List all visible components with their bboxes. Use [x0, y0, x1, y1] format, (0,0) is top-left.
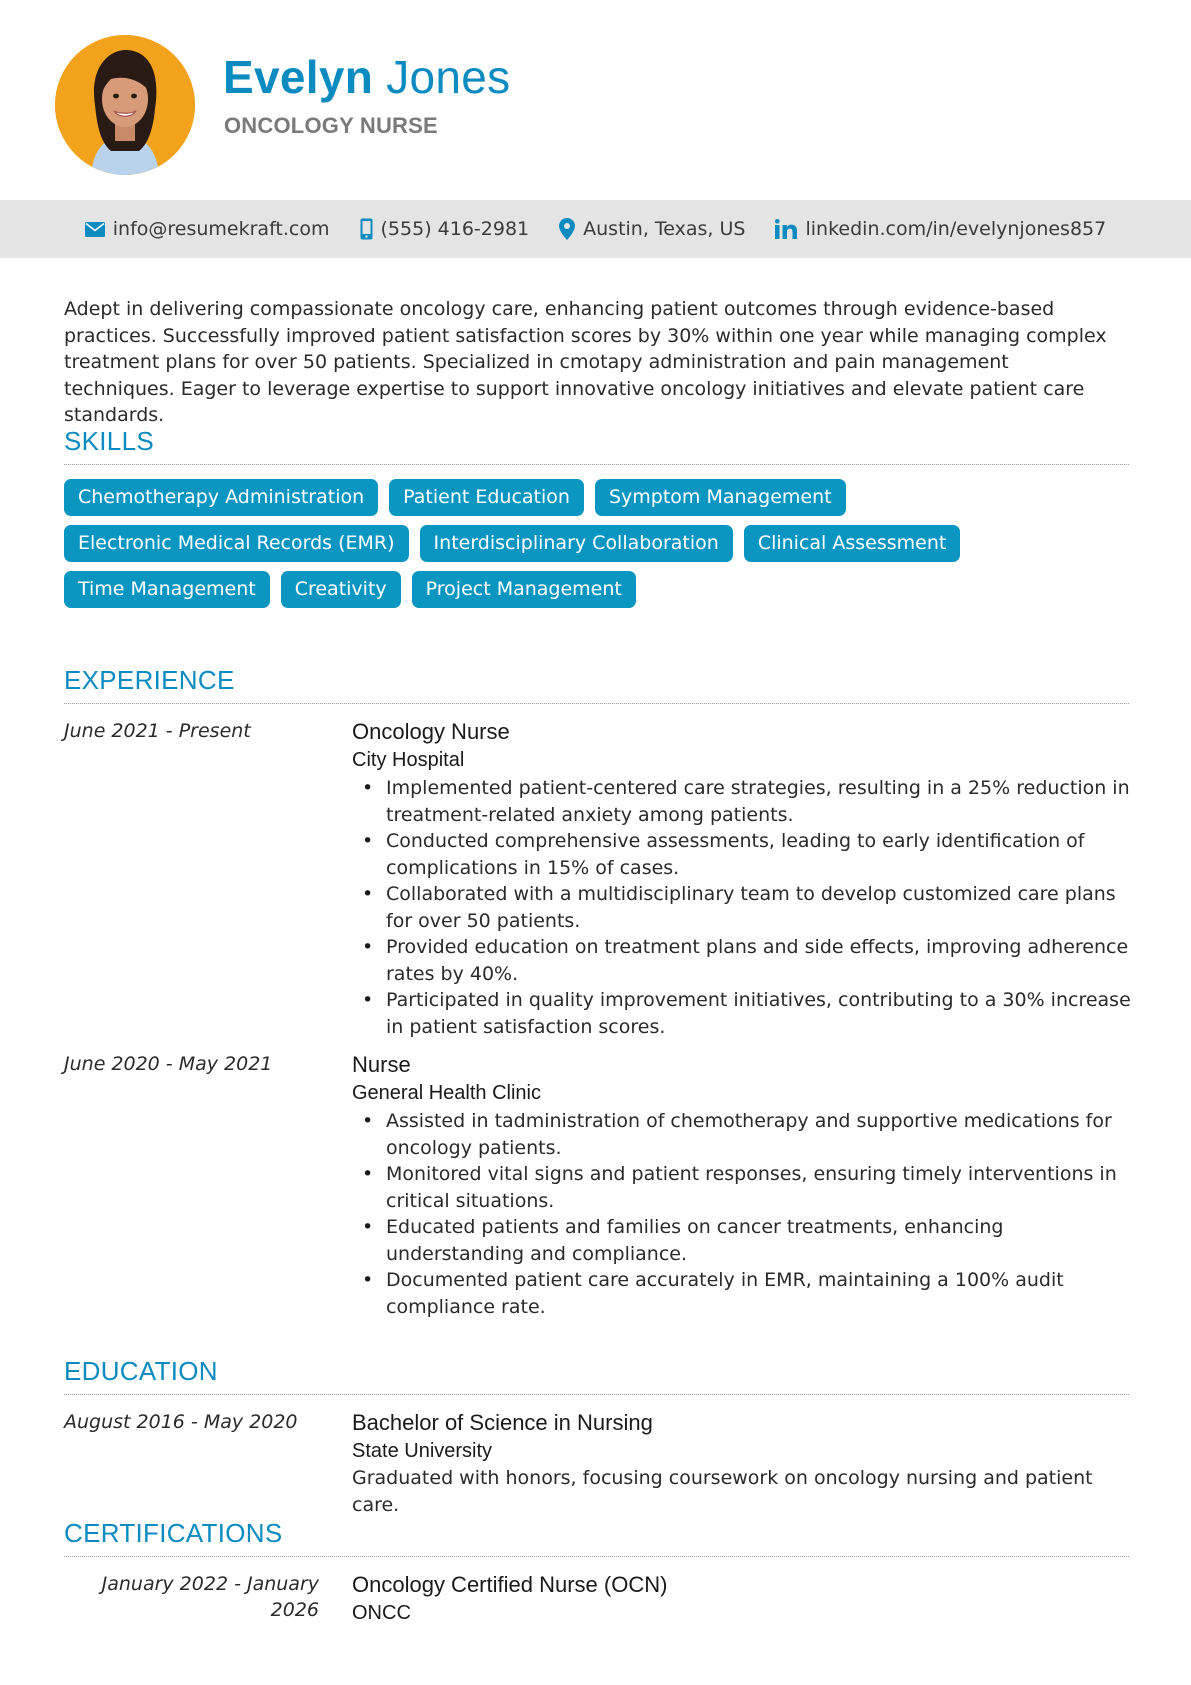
education-description: Graduated with honors, focusing coursework on oncology nursing and patient care.	[352, 1467, 1093, 1516]
candidate-name	[223, 50, 510, 104]
skills-row	[64, 571, 1134, 608]
skill-tag: Interdisciplinary Collaboration	[420, 525, 733, 562]
resume-header	[0, 0, 1191, 200]
phone-text[interactable]: (555) 416-2981	[380, 218, 530, 240]
experience-dates: June 2020 - May 2021	[64, 1053, 273, 1075]
first-name: Evelyn	[223, 51, 374, 103]
achievement-item: • Provided education on treatment plans and side effects, improving adherence rates by 40%.	[352, 934, 1132, 987]
achievement-item: • Documented patient care accurately in EMR, maintaining a 100% audit compliance rate.	[352, 1267, 1132, 1320]
map-pin-icon	[559, 218, 575, 240]
contact-location	[559, 218, 745, 240]
contact-bar	[0, 200, 1191, 258]
job-role: Nurse	[352, 1052, 411, 1077]
education-details	[352, 1409, 1132, 1518]
skills-heading: SKILLS	[64, 426, 154, 456]
contact-phone[interactable]	[360, 218, 530, 240]
employer: City Hospital	[352, 749, 465, 771]
experience-divider	[64, 703, 1129, 704]
linkedin-text[interactable]: linkedin.com/in/evelynjones857	[805, 218, 1107, 240]
contact-email[interactable]	[85, 218, 330, 240]
employer: General Health Clinic	[352, 1082, 541, 1104]
location-text: Austin, Texas, US	[583, 218, 746, 240]
profile-photo	[55, 35, 195, 175]
skills-row	[64, 479, 1134, 516]
skill-tag: Clinical Assessment	[744, 525, 961, 562]
last-name: Jones	[386, 51, 511, 103]
skill-tag: Chemotherapy Administration	[64, 479, 378, 516]
education-divider	[64, 1394, 1129, 1395]
experience-dates: June 2021 - Present	[64, 720, 251, 742]
skills-divider	[64, 464, 1129, 465]
achievement-item: • Assisted in tadministration of chemotherapy and supportive medications for oncology patients.	[352, 1108, 1132, 1161]
school: State University	[352, 1440, 493, 1462]
achievement-list	[352, 1108, 1132, 1320]
certifications-heading: CERTIFICATIONS	[64, 1518, 283, 1548]
skill-tag: Symptom Management	[595, 479, 846, 516]
certification-name: Oncology Certified Nurse (OCN)	[352, 1572, 668, 1597]
experience-details	[352, 1051, 1132, 1320]
linkedin-icon	[775, 219, 797, 239]
skills-list	[64, 479, 1134, 617]
achievement-list	[352, 775, 1132, 1040]
certification-issuer: ONCC	[352, 1602, 411, 1624]
achievement-item: • Implemented patient-centered care strategies, resulting in a 25% reduction in treatment-related anxiety among patients.	[352, 775, 1132, 828]
experience-heading: EXPERIENCE	[64, 665, 235, 695]
envelope-icon	[85, 222, 105, 237]
job-role: Oncology Nurse	[352, 719, 510, 744]
education-heading: EDUCATION	[64, 1356, 218, 1386]
certifications-divider	[64, 1556, 1129, 1557]
achievement-item: • Participated in quality improvement initiatives, contributing to a 30% increase in patient satisfaction scores.	[352, 987, 1132, 1040]
certification-details	[352, 1571, 1132, 1627]
degree: Bachelor of Science in Nursing	[352, 1410, 653, 1435]
experience-details	[352, 718, 1132, 1040]
skill-tag: Electronic Medical Records (EMR)	[64, 525, 409, 562]
professional-summary: Adept in delivering compassionate oncology care, enhancing patient outcomes through evidence-based practices. Successfully improved patient satisfaction scores by 30% within one year while managing complex treatment plans for over 50 patients. Specialized in cmotapy administration and pain management techniques. Eager to leverage expertise to support innovative oncology initiatives and elevate patient care standards.	[64, 298, 1107, 426]
contact-linkedin[interactable]	[775, 218, 1106, 240]
achievement-item: • Collaborated with a multidisciplinary team to develop customized care plans for over 50 patients.	[352, 881, 1132, 934]
mobile-phone-icon	[360, 218, 373, 240]
certification-dates: January 2022 - January 2026	[101, 1573, 319, 1621]
skill-tag: Project Management	[412, 571, 636, 608]
education-dates: August 2016 - May 2020	[64, 1411, 298, 1433]
skill-tag: Patient Education	[389, 479, 584, 516]
skill-tag: Time Management	[64, 571, 270, 608]
skill-tag: Creativity	[281, 571, 401, 608]
email-text[interactable]: info@resumekraft.com	[112, 218, 330, 240]
achievement-item: • Educated patients and families on cancer treatments, enhancing understanding and compliance.	[352, 1214, 1132, 1267]
skills-row	[64, 525, 1134, 562]
portrait-illustration	[55, 35, 195, 175]
achievement-item: • Conducted comprehensive assessments, leading to early identification of complications in 15% of cases.	[352, 828, 1132, 881]
achievement-item: • Monitored vital signs and patient responses, ensuring timely interventions in critical situations.	[352, 1161, 1132, 1214]
job-title: ONCOLOGY NURSE	[224, 113, 438, 138]
